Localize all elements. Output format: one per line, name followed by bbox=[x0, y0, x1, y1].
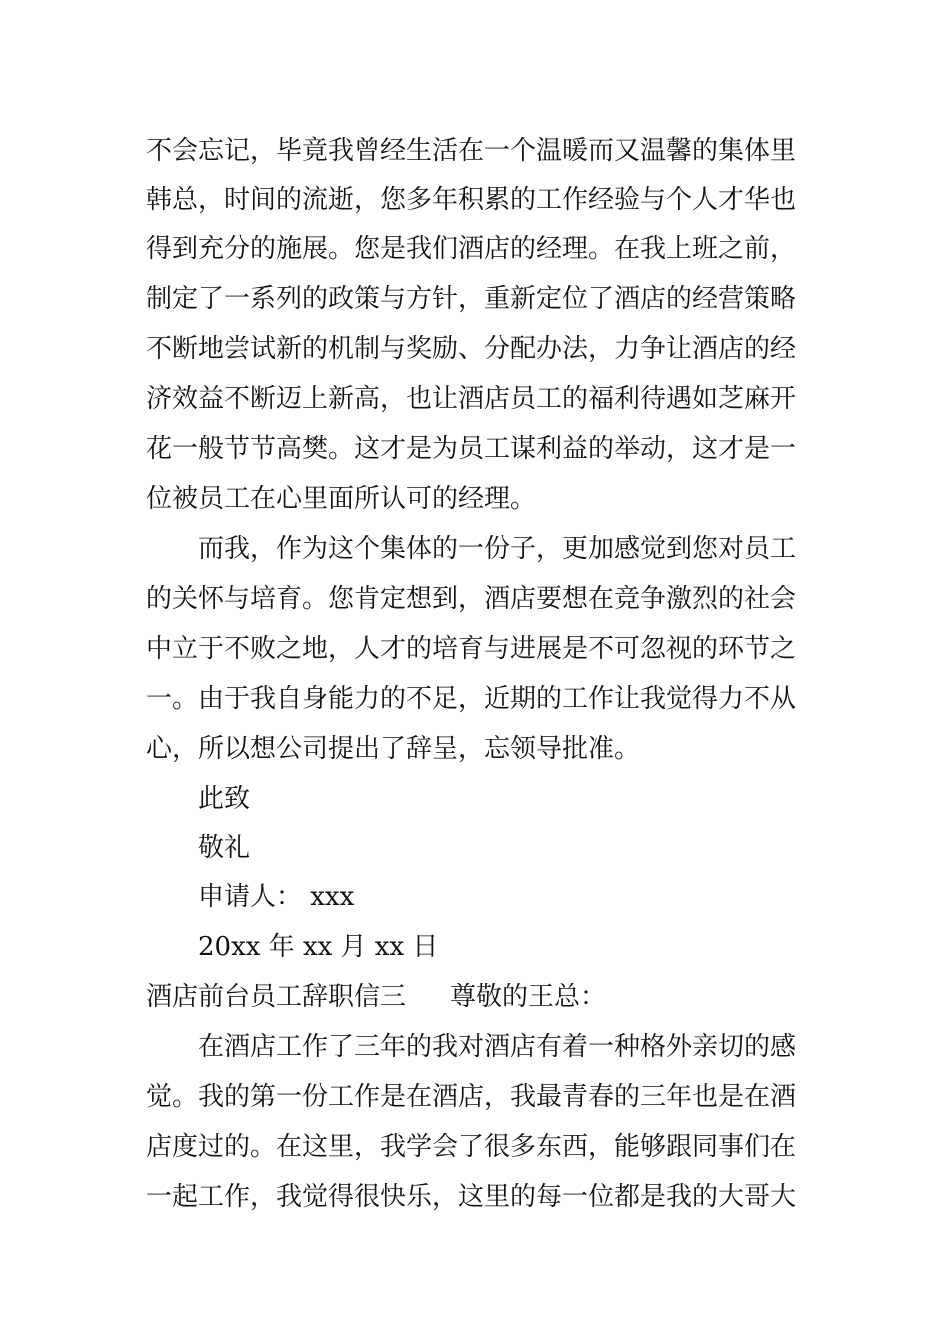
paragraph-line: 的关怀与培育。您肯定想到，酒店要想在竞争激烈的社会 bbox=[146, 584, 797, 614]
paragraph-line: 中立于不败之地，人才的培育与进展是不可忽视的环节之 bbox=[146, 634, 797, 664]
paragraph-line: 济效益不断迈上新高，也让酒店员工的福利待遇如芝麻开 bbox=[146, 384, 797, 414]
paragraph-line: 不断地尝试新的机制与奖励、分配办法，力争让酒店的经 bbox=[146, 334, 797, 364]
paragraph-line: 制定了一系列的政策与方针，重新定位了酒店的经营策略 bbox=[146, 284, 797, 314]
paragraph-line: 一起工作，我觉得很快乐，这里的每一位都是我的大哥大 bbox=[146, 1182, 797, 1212]
letter-greeting: 尊敬的王总： bbox=[450, 982, 607, 1012]
paragraph-line: 心，所以想公司提出了辞呈，忘领导批准。 bbox=[146, 734, 641, 764]
date-line: 20xx 年 xx 月 xx 日 bbox=[198, 932, 439, 962]
paragraph-line: 店度过的。在这里，我学会了很多东西，能够跟同事们在 bbox=[146, 1132, 797, 1162]
paragraph-line: 不会忘记，毕竟我曾经生活在一个温暖而又温馨的集体里 bbox=[146, 136, 797, 166]
paragraph-line: 在酒店工作了三年的我对酒店有着一种格外亲切的感 bbox=[198, 1032, 797, 1062]
closing-salutation: 此致 bbox=[198, 784, 251, 814]
paragraph-line: 韩总，时间的流逝，您多年积累的工作经验与个人才华也 bbox=[146, 185, 797, 215]
applicant-line: 申请人： xxx bbox=[198, 882, 355, 912]
section-title: 酒店前台员工辞职信三 bbox=[146, 982, 407, 1012]
paragraph-line: 花一般节节高樊。这才是为员工谋利益的举动，这才是一 bbox=[146, 434, 797, 464]
closing-regards: 敬礼 bbox=[198, 833, 251, 863]
paragraph-line: 觉。我的第一份工作是在酒店，我最青春的三年也是在酒 bbox=[146, 1082, 797, 1112]
paragraph-line: 位被员工在心里面所认可的经理。 bbox=[146, 484, 537, 514]
paragraph-line: 得到充分的施展。您是我们酒店的经理。在我上班之前， bbox=[146, 234, 797, 264]
paragraph-line: 而我，作为这个集体的一份子，更加感觉到您对员工 bbox=[198, 534, 797, 564]
paragraph-line: 一。由于我自身能力的不足，近期的工作让我觉得力不从 bbox=[146, 684, 797, 714]
